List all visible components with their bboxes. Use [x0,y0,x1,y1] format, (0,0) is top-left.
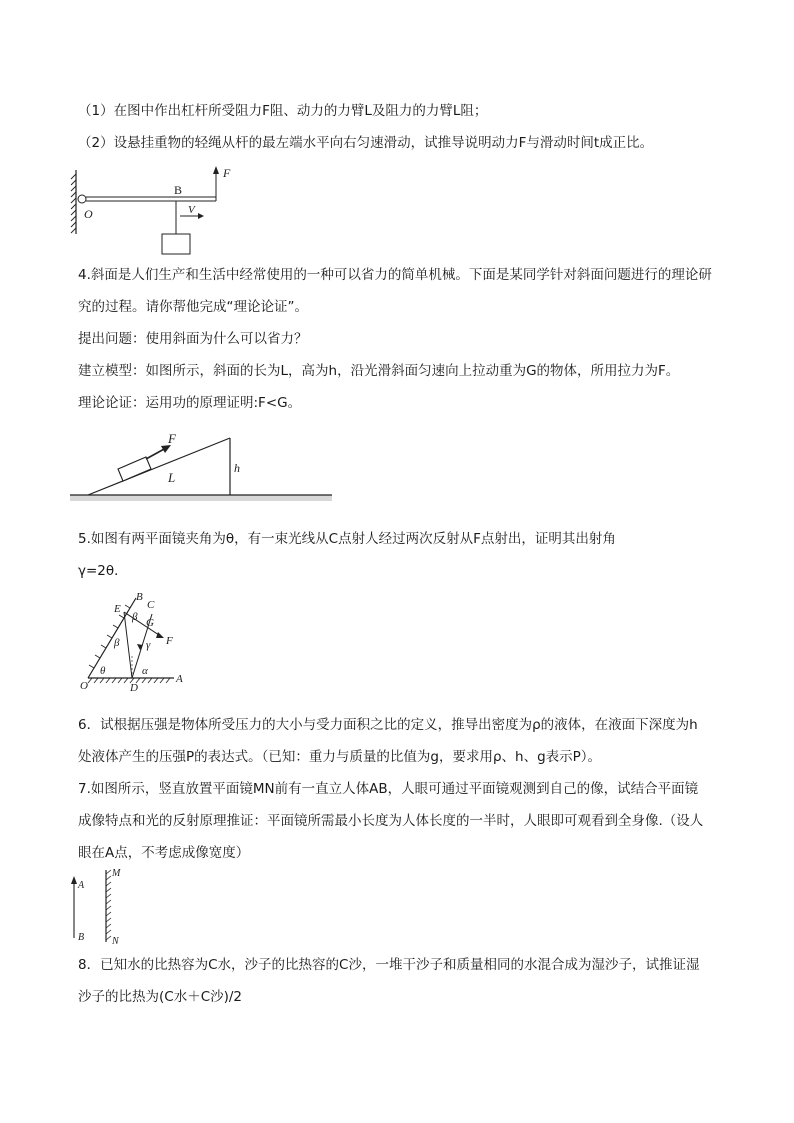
mirror-label-theta: θ [100,665,106,677]
q7-line2: 成像特点和光的反射原理推证：平面镜所需最小长度为人体长度的一半时，人眼即可观看到全身像.（设人 [78,813,704,829]
mirror-label-G: G [146,617,154,629]
mirror-label-A: A [176,673,183,685]
plane-mirror-label-A: A [78,880,85,891]
mirror-label-beta-upper: β [132,611,138,623]
plane-mirror-label-B: B [78,932,85,943]
q4-line4: 建立模型：如图所示，斜面的长为L，高为h，沿光滑斜面匀速向上拉动重为G的物体，所用拉力为F。 [78,363,680,379]
q4-line2: 究的过程。请你帮他完成“理论论证”。 [78,299,308,315]
plane-mirror-label-M: M [112,868,121,879]
mirror-label-C: C [147,599,155,611]
lever-figure [68,164,244,258]
mirror-label-E: E [114,603,121,615]
q8-line2: 沙子的比热为(C水＋C沙)/2 [78,989,243,1005]
plane-mirror-figure [68,866,128,946]
q8-line1: 8．已知水的比热容为C水，沙子的比热容的C沙，一堆干沙子和质量相同的水混合成为湿沙子，试推证湿 [78,957,700,973]
q3-part1-text: （1）在图中作出杠杆所受阻力F阻、动力的力臂L及阻力的力臂L阻； [78,103,488,119]
incline-figure [70,426,332,506]
q7-line1: 7.如图所示，竖直放置平面镜MN前有一直立人体AB，人眼可通过平面镜观测到自己的像，试结合平面镜 [78,781,699,797]
q3-part2-text: （2）设悬挂重物的轻绳从杆的最左端水平向右匀速滑动，试推导说明动力F与滑动时间t成正比。 [78,135,654,151]
q4-line3: 提出问题：使用斜面为什么可以省力？ [78,331,308,347]
mirror-label-gamma: γ [146,639,151,651]
plane-mirror-label-N: N [112,936,119,946]
lever-label-F: F [223,166,231,180]
lever-label-O: O [84,207,93,221]
lever-label-V: V [188,204,195,216]
incline-label-h: h [234,461,240,475]
q4-line1: 4.斜面是人们生产和生活中经常使用的一种可以省力的简单机械。下面是某同学针对斜面问题进行的理论研 [78,267,712,283]
incline-label-F: F [168,431,176,446]
mirror-label-beta-lower: β [114,637,120,649]
q7-line3: 眼在A点，不考虑成像宽度） [78,845,250,861]
q4-line5: 理论论证：运用功的原理证明:F<G。 [78,395,302,411]
lever-label-B: B [174,183,183,197]
mirror-label-D: D [130,682,138,694]
incline-label-L: L [168,470,176,485]
mirror-label-O: O [80,680,88,692]
q5-line1: 5.如图有两平面镜夹角为θ，有一束光线从C点射人经过两次反射从F点射出，证明其出射角 [78,531,616,547]
mirror-angle-figure [80,590,190,694]
q6-line1: 6．试根据压强是物体所受压力的大小与受力面积之比的定义，推导出密度为ρ的液体，在液面下深度为h [78,717,698,733]
mirror-label-B: B [136,591,143,603]
mirror-label-alpha: α [142,665,148,677]
mirror-label-F: F [166,635,173,647]
q5-line2: γ=2θ． [78,563,128,579]
q6-line2: 处液体产生的压强P的表达式。（已知：重力与质量的比值为g，要求用ρ、h、g表示P）。 [78,749,602,765]
